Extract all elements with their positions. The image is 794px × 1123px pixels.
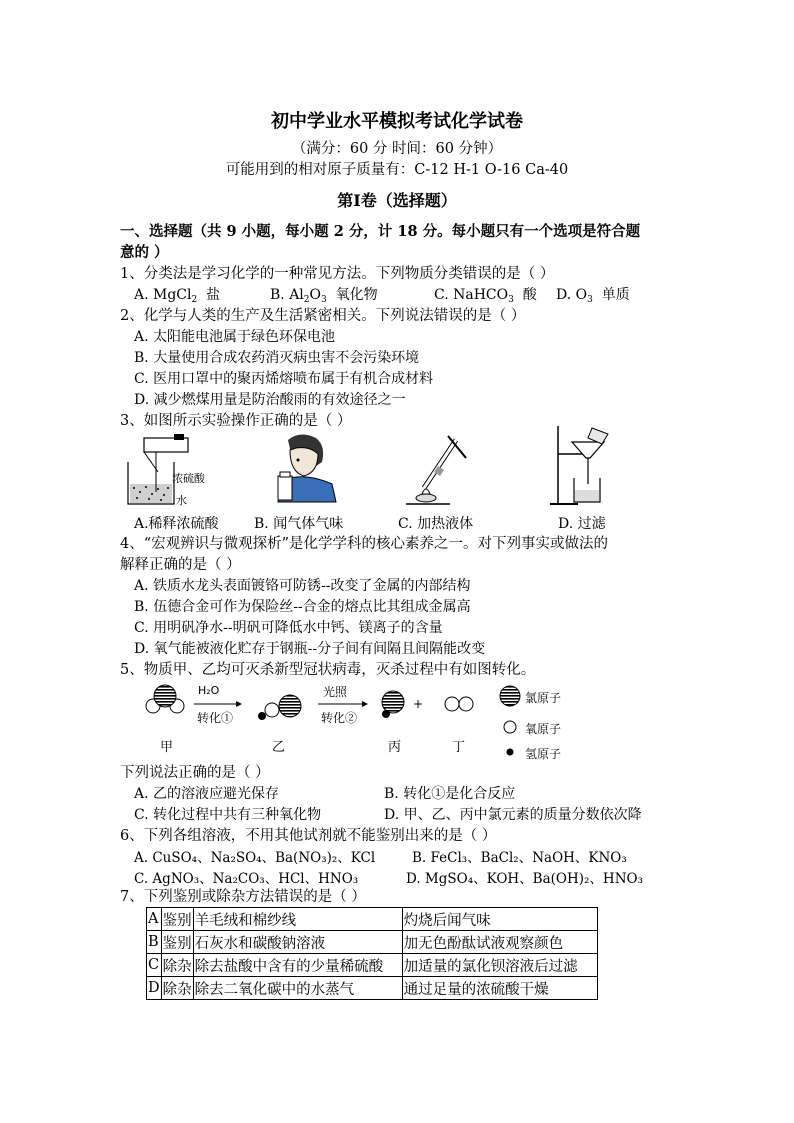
molecule-jia — [146, 685, 184, 713]
table-row — [147, 954, 598, 977]
q3-stem: 3、如图所示实验操作正确的是（ ） — [120, 413, 352, 429]
q3-caption-a: A.稀释浓硫酸 — [134, 516, 219, 532]
plus-sign: + — [413, 697, 424, 711]
q2-option-b: B. 大量使用合成农药消灭病虫害不会污染环境 — [134, 350, 420, 366]
figure-a-label-acid: 浓硫酸 — [172, 472, 205, 485]
table-cell: D — [147, 977, 162, 1000]
q3-caption-c: C. 加热液体 — [398, 516, 474, 532]
q4-option-d: D. 氧气能被液化贮存于钢瓶--分子间有间隔且间隔能改变 — [134, 641, 486, 657]
figure-a-label-water: 水 — [176, 494, 187, 507]
table-row — [147, 908, 598, 931]
legend-chlorine: 氯原子 — [525, 691, 562, 705]
q3-caption-d: D. 过滤 — [558, 516, 606, 532]
table-cell: 除杂 — [161, 954, 193, 977]
q5-option-c: C. 转化过程中共有三种氧化物 — [134, 807, 322, 823]
table-cell: 除去二氧化碳中的水蒸气 — [193, 977, 402, 1000]
table-cell: 通过足量的浓硫酸干燥 — [402, 977, 597, 1000]
q1-option-a: A. MgCl$_2$ 盐 — [134, 287, 221, 305]
exam-info: （满分：60 分 时间：60 分钟） — [291, 141, 503, 157]
figure-heat-liquid — [404, 432, 476, 506]
table-cell: B — [147, 931, 162, 954]
table-cell: 除去盐酸中含有的少量稀硫酸 — [193, 954, 402, 977]
q6-option-c: C. AgNO₃、Na₂CO₃、HCl、HNO₃ — [134, 871, 359, 887]
q4-option-c: C. 用明矾净水--明矾可降低水中钙、镁离子的含量 — [134, 620, 443, 636]
legend-oxygen: 氧原子 — [525, 722, 562, 736]
table-cell: 灼烧后闻气味 — [402, 908, 597, 931]
q4-stem-line1: 4、“宏观辨识与微观探析”是化学学科的核心素养之一。对下列事实或做法的 — [120, 536, 609, 552]
section-heading-line2: 意的 ） — [120, 244, 169, 261]
q5-prompt: 下列说法正确的是（ ） — [120, 765, 270, 781]
table-cell: 石灰水和碳酸钠溶液 — [193, 931, 402, 954]
q6-option-d: D. MgSO₄、KOH、Ba(OH)₂、HNO₃ — [406, 871, 644, 887]
q7-table — [146, 907, 598, 1000]
section-heading-line1: 一、选择题（共 9 小题，每小题 2 分，计 18 分。每小题只有一个选项是符合题 — [120, 223, 641, 240]
label-jia: 甲 — [160, 740, 174, 755]
q5-option-a: A. 乙的溶液应避光保存 — [134, 786, 280, 802]
table-cell: C — [147, 954, 162, 977]
arrow1-bottom-label: 转化① — [197, 711, 234, 725]
figure-filtration — [548, 424, 618, 508]
q5-option-d: D. 甲、乙、丙中氯元素的质量分数依次降 — [384, 807, 642, 823]
q1-option-c: C. NaHCO$_3$ 酸 — [434, 287, 537, 305]
q5-stem: 5、物质甲、乙均可灭杀新型冠状病毒，灭杀过程中有如图转化。 — [120, 662, 536, 678]
label-bing: 丙 — [388, 740, 402, 755]
q3-caption-b: B. 闻气体气味 — [254, 516, 344, 532]
arrow2-bottom-label: 转化② — [321, 711, 358, 725]
q4-stem-line2: 解释正确的是（ ） — [120, 557, 241, 573]
q7-stem: 7、下列鉴别或除杂方法错误的是（ ） — [120, 889, 366, 905]
table-cell: 鉴别 — [161, 908, 193, 931]
q2-option-c: C. 医用口罩中的聚丙烯熔喷布属于有机合成材料 — [134, 371, 434, 387]
q2-option-a: A. 太阳能电池属于绿色环保电池 — [134, 329, 336, 345]
table-row — [147, 977, 598, 1000]
q1-stem: 1、分类法是学习化学的一种常见方法。下列物质分类错误的是（ ） — [120, 266, 555, 282]
part-heading: 第Ⅰ卷（选择题） — [337, 191, 457, 210]
label-yi: 乙 — [272, 740, 286, 755]
q2-stem: 2、化学与人类的生产及生活紧密相关。下列说法错误的是（ ） — [120, 308, 526, 324]
atomic-masses: 可能用到的相对原子质量有：C-12 H-1 O-16 Ca-40 — [225, 162, 569, 178]
molecule-bing — [382, 691, 404, 718]
figure-smell-gas — [270, 432, 340, 502]
molecule-yi — [258, 695, 301, 720]
q4-option-b: B. 伍德合金可作为保险丝--合金的熔点比其组成金属高 — [134, 599, 471, 615]
exam-title: 初中学业水平模拟考试化学试卷 — [271, 111, 523, 132]
molecule-ding — [445, 697, 473, 711]
arrow2-top-label: 光照 — [323, 685, 348, 699]
q4-option-a: A. 铁质水龙头表面镀铬可防锈--改变了金属的内部结构 — [134, 578, 471, 594]
q6-option-b: B. FeCl₃、BaCl₂、NaOH、KNO₃ — [412, 850, 627, 866]
q2-option-d: D. 减少燃煤用量是防治酸雨的有效途径之一 — [134, 392, 406, 408]
table-cell: A — [147, 908, 162, 931]
label-ding: 丁 — [452, 740, 466, 755]
table-row — [147, 931, 598, 954]
q1-option-b: B. $Al_2O_3$ 氧化物 — [270, 287, 378, 305]
table-cell: 除杂 — [161, 977, 193, 1000]
table-cell: 羊毛绒和棉纱线 — [193, 908, 402, 931]
q5-option-b: B. 转化①是化合反应 — [384, 786, 516, 802]
table-cell: 鉴别 — [161, 931, 193, 954]
arrow1-top-label: H₂O — [198, 684, 220, 697]
q1-option-d: D. $O_3$ 单质 — [556, 287, 630, 305]
q6-stem: 6、下列各组溶液，不用其他试剂就不能鉴别出来的是（ ） — [120, 828, 497, 844]
table-cell: 加适量的氯化钡溶液后过滤 — [402, 954, 597, 977]
q6-option-a: A. CuSO₄、Na₂SO₄、Ba(NO₃)₂、KCl — [134, 850, 376, 866]
table-cell: 加无色酚酞试液观察颜色 — [402, 931, 597, 954]
legend-hydrogen: 氢原子 — [525, 747, 562, 761]
